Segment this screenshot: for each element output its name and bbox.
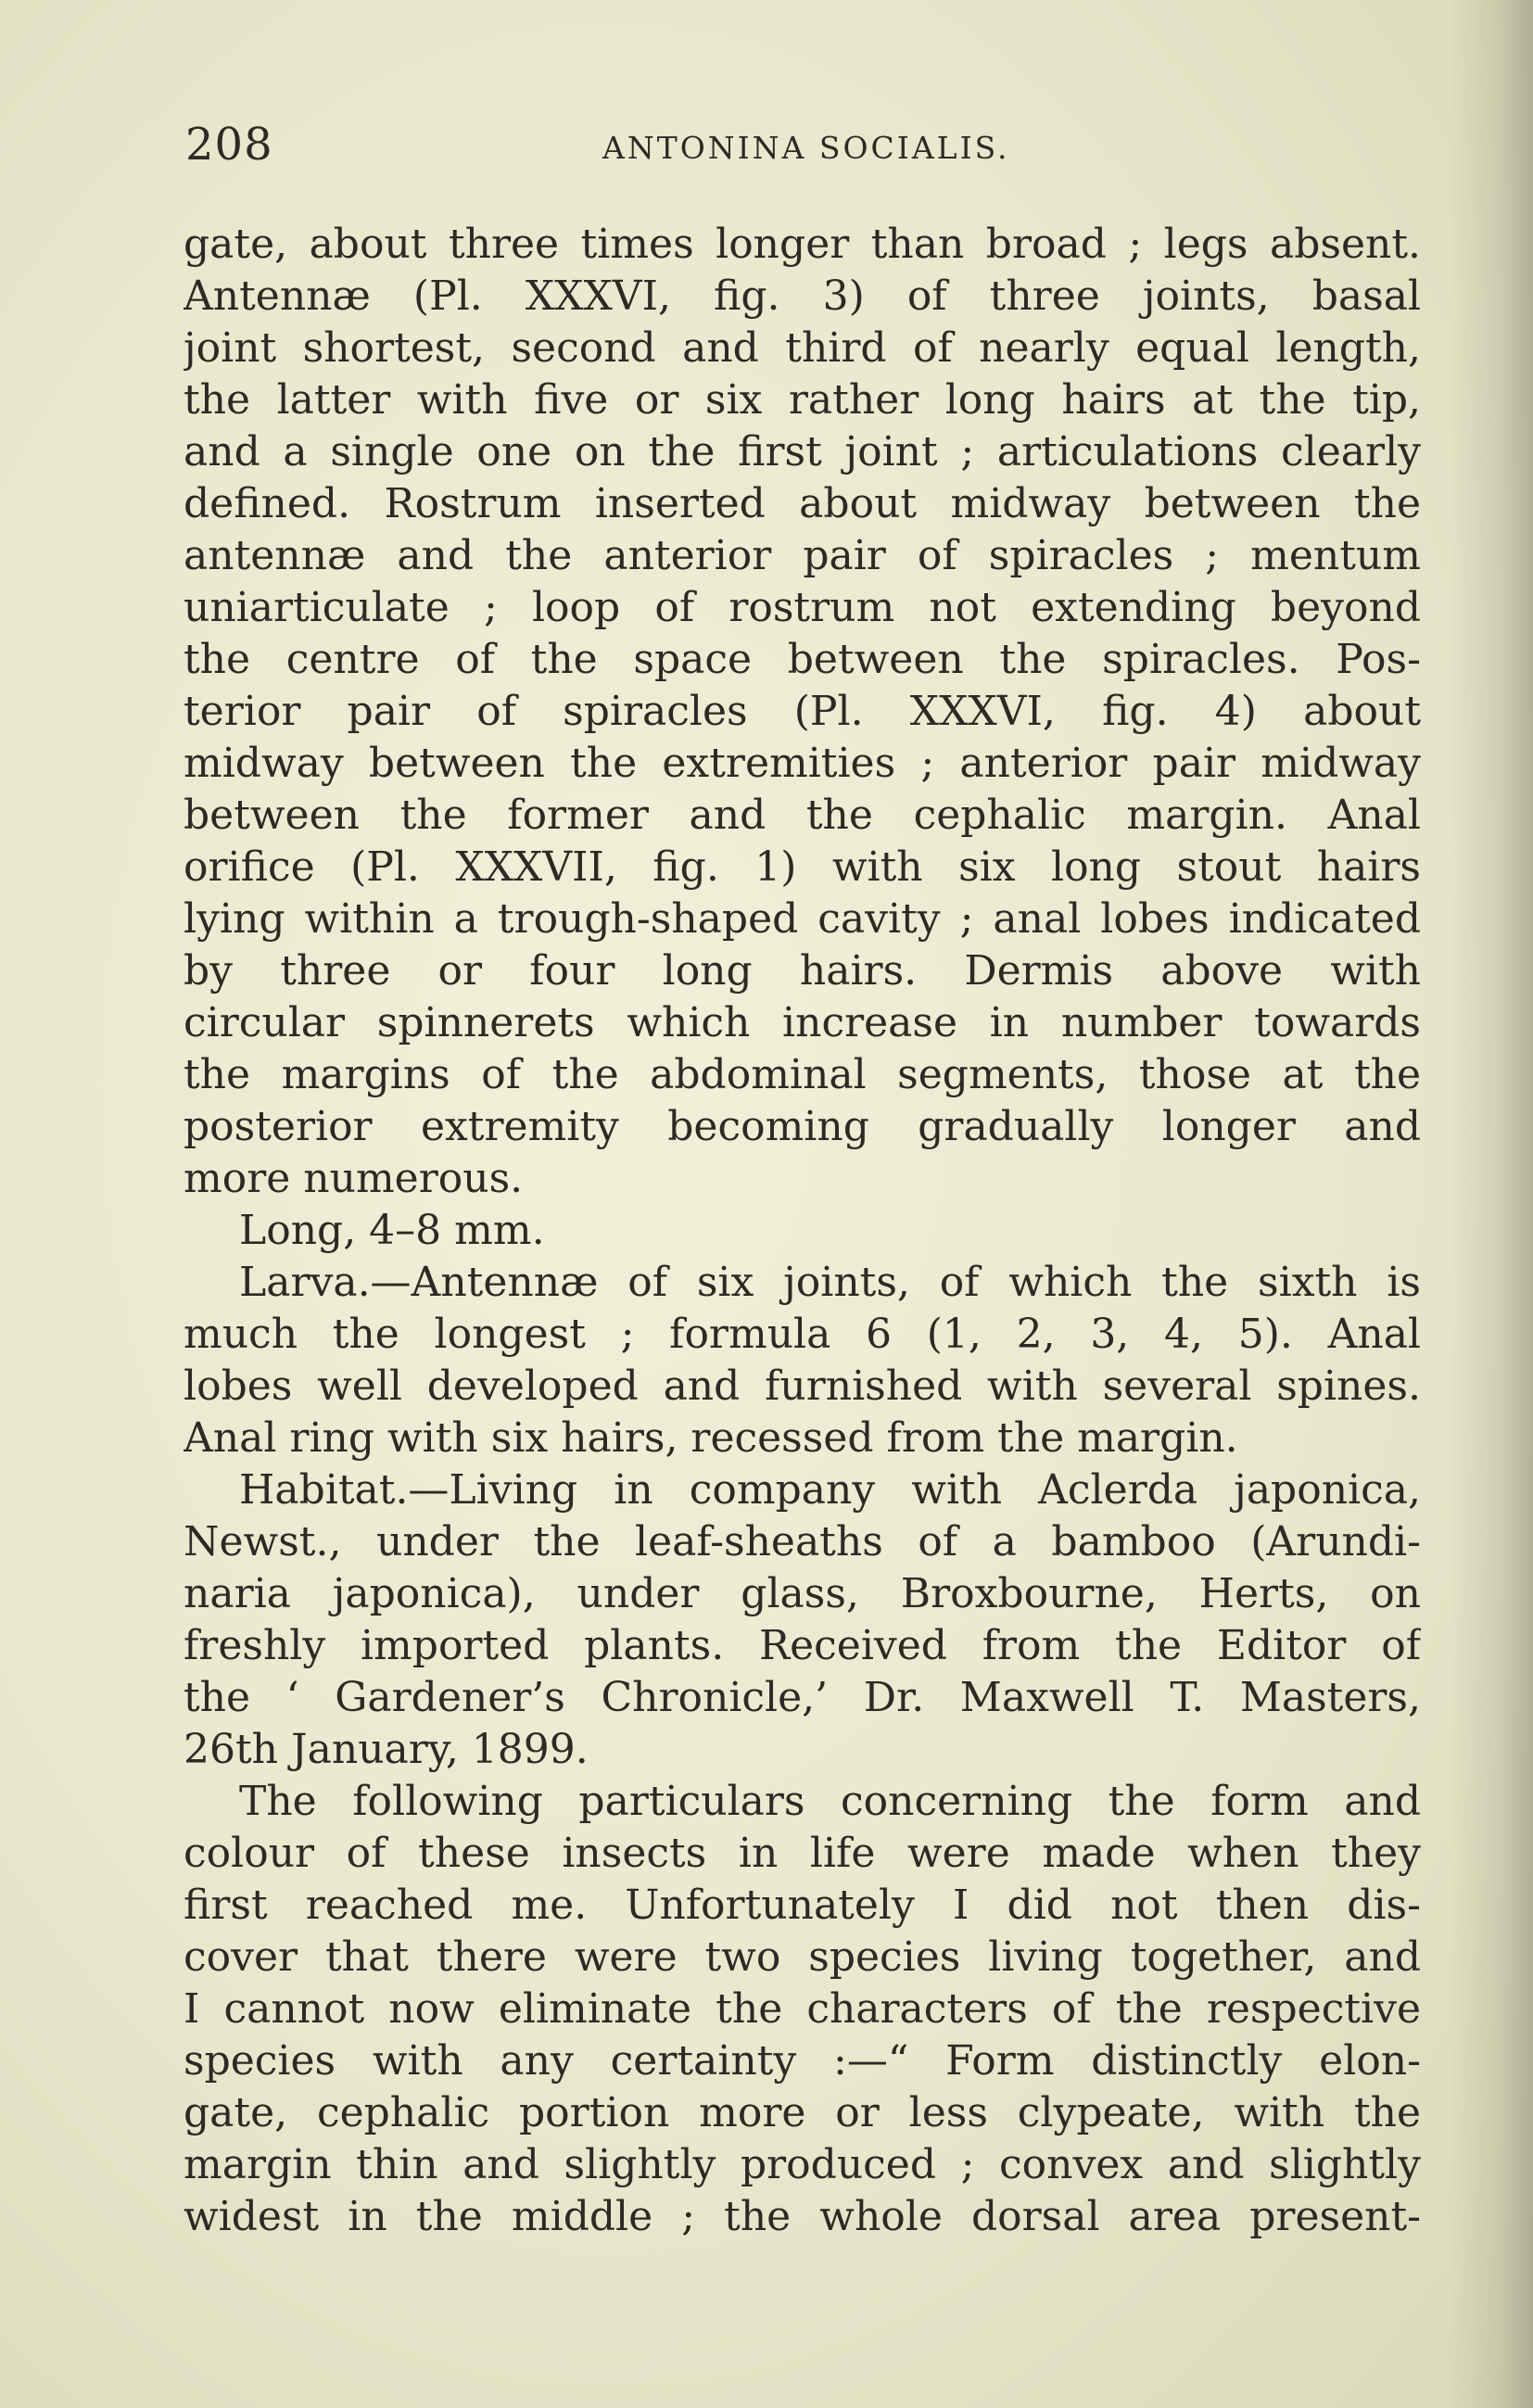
page-edge-shadow [1450, 0, 1533, 2408]
text-line: Newst., under the leaf-sheaths of a bamboo (Arundi- [184, 1518, 1421, 1565]
text-line: margin thin and slightly produced ; convex and slightly [184, 2141, 1421, 2188]
text-line: defined. Rostrum inserted about midway between the [184, 480, 1421, 527]
running-title: ANTONINA SOCIALIS. [602, 130, 1010, 166]
text-line: The following particulars concerning the form and [239, 1778, 1421, 1825]
text-line: freshly imported plants. Received from the Editor of [184, 1622, 1421, 1669]
text-line: I cannot now eliminate the characters of the respective [184, 1985, 1421, 2033]
text-line: 26th January, 1899. [184, 1726, 589, 1773]
body-text [184, 219, 1421, 2243]
text-line: uniarticulate ; loop of rostrum not extending beyond [184, 584, 1421, 631]
text-line: first reached me. Unfortunately I did not then dis- [184, 1882, 1421, 1929]
text-line: Long, 4–8 mm. [239, 1207, 545, 1254]
text-line: the ‘ Gardener’s Chronicle,’ Dr. Maxwell T. Masters, [184, 1674, 1421, 1721]
text-line: posterior extremity becoming gradually longer and [184, 1103, 1421, 1150]
text-line: midway between the extremities ; anterior pair midway [184, 740, 1421, 787]
page-header [185, 109, 1418, 174]
text-line: colour of these insects in life were made when they [184, 1830, 1421, 1877]
text-line: the margins of the abdominal segments, those at the [184, 1051, 1421, 1098]
text-line: circular spinnerets which increase in number towards [184, 999, 1421, 1046]
text-line: cover that there were two species living together, and [184, 1933, 1421, 1981]
text-line: much the longest ; formula 6 (1, 2, 3, 4, 5). Anal [184, 1311, 1421, 1358]
text-line: species with any certainty :—“ Form distinctly elon- [184, 2037, 1421, 2085]
text-line: more numerous. [184, 1155, 524, 1202]
text-line: widest in the middle ; the whole dorsal area present- [184, 2193, 1421, 2240]
text-line: the centre of the space between the spiracles. Pos- [184, 636, 1421, 683]
text-line: Habitat.—Living in company with Aclerda japonica, [239, 1466, 1421, 1514]
text-line: joint shortest, second and third of nearly equal length, [184, 324, 1421, 372]
text-line: by three or four long hairs. Dermis above with [184, 947, 1421, 995]
text-line: orifice (Pl. XXXVII, fig. 1) with six long stout hairs [184, 843, 1421, 891]
text-line: the latter with five or six rather long hairs at the tip, [184, 376, 1421, 424]
text-line: Larva.—Antennæ of six joints, of which the sixth is [239, 1259, 1421, 1306]
text-line: gate, about three times longer than broad ; legs absent. [184, 221, 1421, 268]
text-line: antennæ and the anterior pair of spiracles ; mentum [184, 532, 1421, 579]
text-line: Anal ring with six hairs, recessed from the margin. [184, 1414, 1238, 1462]
text-line: lying within a trough-shaped cavity ; anal lobes indicated [184, 895, 1421, 943]
text-line: naria japonica), under glass, Broxbourne, Herts, on [184, 1570, 1421, 1617]
text-line: Antennæ (Pl. XXXVI, fig. 3) of three joints, basal [184, 272, 1421, 320]
text-line: and a single one on the first joint ; articulations clearly [184, 428, 1421, 475]
text-line: terior pair of spiracles (Pl. XXXVI, fig. 4) about [184, 688, 1421, 735]
text-line: lobes well developed and furnished with several spines. [184, 1362, 1421, 1410]
text-line: gate, cephalic portion more or less clypeate, with the [184, 2089, 1421, 2136]
text-line: between the former and the cephalic margin. Anal [184, 792, 1421, 839]
page-number: 208 [185, 119, 273, 171]
